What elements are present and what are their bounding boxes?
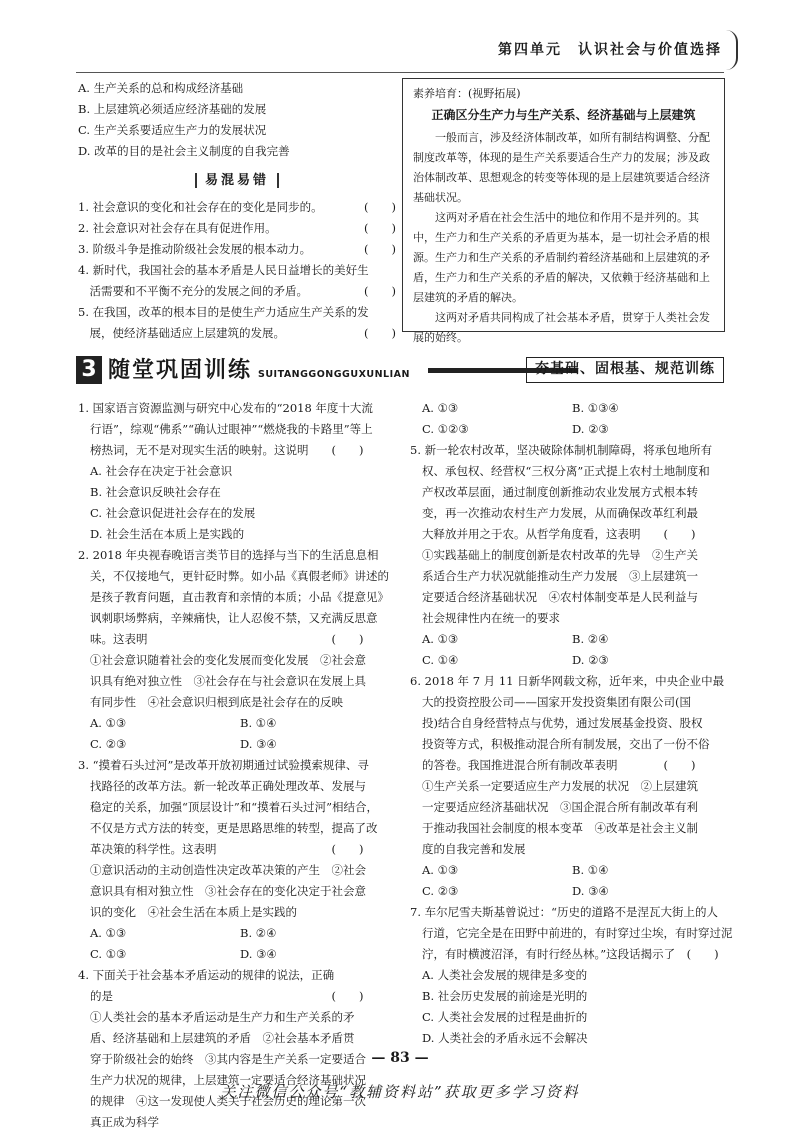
question-line: 找路径的改革方法。新一轮改革正确处理改革、发展与 — [90, 779, 366, 793]
option-choice[interactable]: C. ①④ — [422, 653, 459, 667]
option-row — [410, 860, 726, 881]
box-paragraph: 这两对矛盾在社会生活中的地位和作用不是并列的。其中，生产力和生产关系的矛盾更为基本，是一切社会矛盾的根源。生产力和生产关系的矛盾制约着经济基础和上层建筑的矛盾，生产力和生产关系的矛盾的解决，又依赖于经济基础和上层建筑的矛盾的解决。 — [413, 211, 710, 304]
question-line: 6. 2018 年 7 月 11 日新华网载文称，近年来，中央企业中最 — [410, 674, 725, 688]
question-line: 味。这表明 ( ) — [90, 632, 364, 646]
question-line: 于推动我国社会制度的根本变革 ④改革是社会主义制 — [422, 821, 698, 835]
question-item — [78, 755, 394, 965]
judge-line: 2. 社会意识对社会存在具有促进作用。 — [78, 221, 277, 235]
question-line: 不仅是方式方法的转变，更是思路思维的转型，提高了改 — [90, 821, 378, 835]
question-item — [410, 440, 726, 671]
question-line: 生产力状况的规律，上层建筑一定要适合经济基础状况 — [90, 1073, 366, 1087]
question-line: 大释放并用之于农。从哲学角度看，这表明 ( ) — [422, 527, 696, 541]
question-item — [410, 398, 726, 440]
judge-line: 活需要和不平衡不充分的发展之间的矛盾。 — [78, 284, 308, 298]
judge-line: 展，使经济基础适应上层建筑的发展。 — [78, 326, 285, 340]
answer-paren[interactable]: ( ) — [364, 284, 396, 298]
question-line: 产权改革层面，通过制度创新推动农业发展方式根本转 — [422, 485, 698, 499]
option-row — [410, 398, 726, 419]
question-line: 泞，有时横渡沼泽，有时行经丛林。”这段话揭示了 ( ) — [422, 947, 719, 961]
question-item — [410, 671, 726, 902]
question-line: 投资等方式，积极推动混合所有制发展，交出了一份不俗 — [422, 737, 710, 751]
answer-paren[interactable]: ( ) — [364, 326, 396, 340]
question-line: 社会规律性内在统一的要求 — [422, 611, 560, 625]
question-line: 是孩子教育问题，直击教育和亲情的本质；小品《提意见》 — [90, 590, 389, 604]
question-line: 识的变化 ④社会生活在本质上是实践的 — [90, 905, 297, 919]
option-choice[interactable]: B. ②④ — [240, 926, 277, 940]
question-line: ①人类社会的基本矛盾运动是生产力和生产关系的矛 — [90, 1010, 355, 1024]
option-choice[interactable]: C. ②③ — [422, 884, 459, 898]
question-line: 识具有绝对独立性 ③社会存在与社会意识在发展上具 — [90, 674, 366, 688]
question-line: 稳定的关系，加强“顶层设计”和“摸着石头过河”相结合， — [90, 800, 379, 814]
option-text[interactable]: A. 人类社会发展的规律是多变的 — [422, 968, 588, 982]
unit-title: 第四单元 认识社会与价值选择 — [498, 42, 722, 58]
option-row — [410, 650, 726, 671]
question-line: 7. 车尔尼雪夫斯基曾说过：“历史的道路不是涅瓦大街上的人 — [410, 905, 719, 919]
judge-item — [78, 197, 396, 218]
left-column — [78, 398, 394, 1133]
question-line: 真正成为科学 — [90, 1115, 159, 1129]
option-row — [78, 923, 394, 944]
top-left-block — [78, 78, 396, 344]
option-choice[interactable]: B. ①④ — [240, 716, 277, 730]
question-line: 的是 ( ) — [90, 989, 364, 1003]
question-line: 度的自我完善和发展 — [422, 842, 526, 856]
question-line: 3. “摸着石头过河”是改革开放初期通过试验摸索规律、寻 — [78, 758, 369, 772]
option-row — [78, 944, 394, 965]
option-text[interactable]: D. 社会生活在本质上是实践的 — [90, 527, 245, 541]
option-row — [78, 734, 394, 755]
header-rule — [76, 72, 724, 73]
option-text[interactable]: C. 人类社会发展的过程是曲折的 — [422, 1010, 588, 1024]
question-line: 2. 2018 年央视春晚语言类节目的选择与当下的生活息息相 — [78, 548, 379, 562]
insight-box — [402, 78, 725, 344]
header-decoration — [726, 30, 738, 70]
question-line: 一定要适应经济基础状况 ③国企混合所有制改革有利 — [422, 800, 698, 814]
question-line: 的规律 ④这一发现使人类关于社会历史的理论第一次 — [90, 1094, 366, 1108]
answer-paren[interactable]: ( ) — [364, 242, 396, 256]
question-line: ①社会意识随着社会的变化发展而变化发展 ②社会意 — [90, 653, 366, 667]
question-line: 定要适合经济基础状况 ④农村体制变革是人民利益与 — [422, 590, 698, 604]
box-title: 正确区分生产力与生产关系、经济基础与上层建筑 — [431, 108, 696, 122]
judge-item — [78, 239, 396, 260]
banner-title: 随堂巩固训练 — [108, 357, 253, 383]
option-text[interactable]: D. 人类社会的矛盾永远不会解决 — [422, 1031, 588, 1045]
judge-item — [78, 218, 396, 239]
question-line: 5. 新一轮农村改革，坚决破除体制机制障碍，将承包地所有 — [410, 443, 713, 457]
section-tag: 易混易错 — [78, 170, 396, 191]
judge-line: 5. 在我国，改革的根本目的是使生产力适应生产关系的发 — [78, 305, 369, 319]
question-item — [410, 902, 733, 1049]
question-line: 4. 下面关于社会基本矛盾运动的规律的说法，正确 — [78, 968, 335, 982]
judge-item — [78, 260, 396, 302]
option-choice[interactable]: C. ①③ — [90, 947, 127, 961]
question-line: 1. 国家语言资源监测与研究中心发布的“2018 年度十大流 — [78, 401, 373, 415]
option-choice[interactable]: A. ①③ — [422, 401, 459, 415]
judge-item — [78, 302, 396, 344]
option-text: A. 生产关系的总和构成经济基础 — [78, 81, 244, 95]
question-item — [78, 545, 394, 755]
option-text: C. 生产关系要适应生产力的发展状况 — [78, 123, 267, 137]
question-line: 榜热词，无不是对现实生活的映射。这说明 ( ) — [90, 443, 364, 457]
question-line: 行道，它完全是在田野中前进的，有时穿过尘埃，有时穿过泥 — [422, 926, 733, 940]
question-line: 变，再一次推动农村生产力发展，从而确保改革红利最 — [422, 506, 698, 520]
question-line: 的答卷。我国推进混合所有制改革表明 ( ) — [422, 758, 696, 772]
option-choice[interactable]: A. ①③ — [90, 716, 127, 730]
option-text: D. 改革的目的是社会主义制度的自我完善 — [78, 144, 290, 158]
question-line: 革决策的科学性。这表明 ( ) — [90, 842, 364, 856]
option-choice[interactable]: A. ①③ — [90, 926, 127, 940]
judge-line: 4. 新时代，我国社会的基本矛盾是人民日益增长的美好生 — [78, 263, 369, 277]
option-text[interactable]: B. 社会历史发展的前途是光明的 — [422, 989, 588, 1003]
question-line: ①实践基础上的制度创新是农村改革的先导 ②生产关 — [422, 548, 698, 562]
question-line: 穿于阶级社会的始终 ③其内容是生产关系一定要适合 — [90, 1052, 366, 1066]
option-choice[interactable]: C. ②③ — [90, 737, 127, 751]
judge-line: 1. 社会意识的变化和社会存在的变化是同步的。 — [78, 200, 323, 214]
question-line: 权、承包权、经营权“三权分离”正式提上农村土地制度和 — [422, 464, 710, 478]
option-row — [410, 629, 726, 650]
option-text: B. 上层建筑必须适应经济基础的发展 — [78, 102, 267, 116]
option-choice[interactable]: A. ①③ — [422, 632, 459, 646]
question-line: 有同步性 ④社会意识归根到底是社会存在的反映 — [90, 695, 343, 709]
question-item — [78, 398, 394, 545]
option-choice[interactable]: D. ③④ — [240, 947, 277, 961]
option-text[interactable]: B. 社会意识反映社会存在 — [90, 485, 221, 499]
option-choice[interactable]: B. ①③④ — [572, 401, 619, 415]
option-choice[interactable]: D. ③④ — [572, 884, 609, 898]
question-line: 盾、经济基础和上层建筑的矛盾 ②社会基本矛盾贯 — [90, 1031, 355, 1045]
option-choice[interactable]: D. ②③ — [572, 422, 609, 436]
option-text[interactable]: C. 社会意识促进社会存在的发展 — [90, 506, 256, 520]
option-row — [410, 419, 726, 440]
question-line: 大的投资控股公司——国家开发投资集团有限公司(国 — [422, 695, 691, 709]
question-line: 讽刺职场弊病，辛辣痛快，让人忍俊不禁，又充满反思意 — [90, 611, 378, 625]
question-line: 行语”，综观“佛系”“确认过眼神”“燃烧我的卡路里”等上 — [90, 422, 373, 436]
option-row — [410, 881, 726, 902]
question-line: 关，不仅接地气，更针砭时弊。如小品《真假老师》讲述的 — [90, 569, 389, 583]
right-column — [410, 398, 733, 1049]
question-line: 投)结合自身经营特点与优势，通过发展基金投资、股权 — [422, 716, 703, 730]
question-line: 意识具有相对独立性 ③社会存在的变化决定于社会意 — [90, 884, 366, 898]
section-banner — [76, 356, 724, 384]
banner-pinyin: SUITANGGONGGUXUNLIAN — [258, 369, 410, 380]
judge-line: 3. 阶级斗争是推动阶级社会发展的根本动力。 — [78, 242, 312, 256]
option-choice[interactable]: B. ①④ — [572, 863, 609, 877]
banner-number: 3 — [76, 356, 102, 384]
option-choice[interactable]: C. ①②③ — [422, 422, 469, 436]
answer-paren[interactable]: ( ) — [364, 221, 396, 235]
question-line: ①生产关系一定要适应生产力发展的状况 ②上层建筑 — [422, 779, 698, 793]
option-choice[interactable]: B. ②④ — [572, 632, 609, 646]
option-row — [78, 713, 394, 734]
option-choice[interactable]: A. ①③ — [422, 863, 459, 877]
question-line: 系适合生产力状况就能推动生产力发展 ③上层建筑一 — [422, 569, 698, 583]
footer-note: 关注微信公众号“教辅资料站”获取更多学习资料 — [220, 1083, 580, 1101]
banner-slogan: 夯基础、固根基、规范训练 — [526, 357, 724, 383]
box-paragraph: 这两对矛盾共同构成了社会基本矛盾，贯穿于人类社会发展的始终。 — [413, 311, 710, 344]
page-number: — 83 — — [371, 1050, 429, 1066]
box-tag: 素养培育：(视野拓展) — [413, 87, 521, 100]
option-text[interactable]: A. 社会存在决定于社会意识 — [90, 464, 233, 478]
option-choice[interactable]: D. ②③ — [572, 653, 609, 667]
option-choice[interactable]: D. ③④ — [240, 737, 277, 751]
answer-paren[interactable]: ( ) — [364, 200, 396, 214]
question-line: ①意识活动的主动创造性决定改革决策的产生 ②社会 — [90, 863, 366, 877]
box-paragraph: 一般而言，涉及经济体制改革，如所有制结构调整、分配制度改革等，体现的是生产关系要适合生产力的发展；涉及政治体制改革、思想观念的转变等体现的是上层建筑要适合经济基础状况。 — [413, 131, 710, 204]
